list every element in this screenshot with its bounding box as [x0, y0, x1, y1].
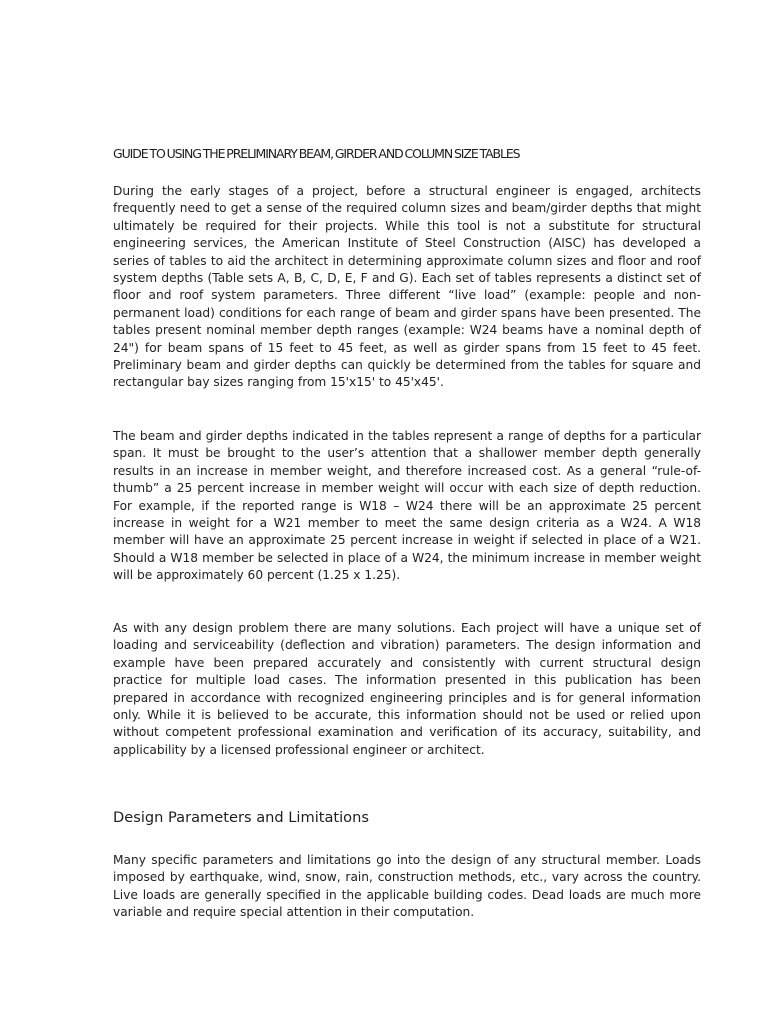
parameters-paragraph: Many specific parameters and limitations go into the design of any structural member. Loads imposed by earthquake, wind, snow, rain, construction methods, etc., vary across the country. Live loads are generally specified in the applicable building codes. Dead loads are much more variable and require special attention in their computation. — [113, 853, 701, 920]
document-page — [113, 0, 701, 1024]
document-title: GUIDE TO USING THE PRELIMINARY BEAM, GIRDER AND COLUMN SIZE TABLES — [113, 146, 520, 161]
intro-paragraph: During the early stages of a project, before a structural engineer is engaged, architects frequently need to get a sense of the required column sizes and beam/girder depths that might ultimately be required for their projects. While this tool is not a substitute for structural engineering services, the American Institute of Steel Construction (AISC) has developed a series of tables to aid the architect in determining approximate column sizes and floor and roof system depths (Table sets A, B, C, D, E, F and G). Each set of tables represents a distinct set of floor and roof system parameters. Three different “live load” (example: people and non-permanent load) conditions for each range of beam and girder spans have been presented. The tables present nominal member depth ranges (example: W24 beams have a nominal depth of 24") for beam spans of 15 feet to 45 feet, as well as girder spans from 15 feet to 45 feet. Preliminary beam and girder depths can quickly be determined from the tables for square and rectangular bay sizes ranging from 15'x15' to 45'x45'. — [113, 184, 701, 390]
section-heading: Design Parameters and Limitations — [113, 809, 369, 826]
depth-paragraph: The beam and girder depths indicated in the tables represent a range of depths for a particular span. It must be brought to the user’s attention that a shallower member depth generally results in an increase in member weight, and therefore increased cost. As a general “rule-of-thumb” a 25 percent increase in member weight will occur with each size of depth reduction. For example, if the reported range is W18 – W24 there will be an approximate 25 percent increase in weight for a W21 member to meet the same design criteria as a W24. A W18 member will have an approximate 25 percent increase in weight if selected in place of a W21. Should a W18 member be selected in place of a W24, the minimum increase in member weight will be approximately 60 percent (1.25 x 1.25). — [113, 429, 701, 583]
disclaimer-paragraph: As with any design problem there are many solutions. Each project will have a unique set of loading and serviceability (deflection and vibration) parameters. The design information and example have been prepared accurately and consistently with current structural design practice for multiple load cases. The information presented in this publication has been prepared in accordance with recognized engineering principles and is for general information only. While it is believed to be accurate, this information should not be used or relied upon without competent professional examination and verification of its accuracy, suitability, and applicability by a licensed professional engineer or architect. — [113, 621, 701, 757]
